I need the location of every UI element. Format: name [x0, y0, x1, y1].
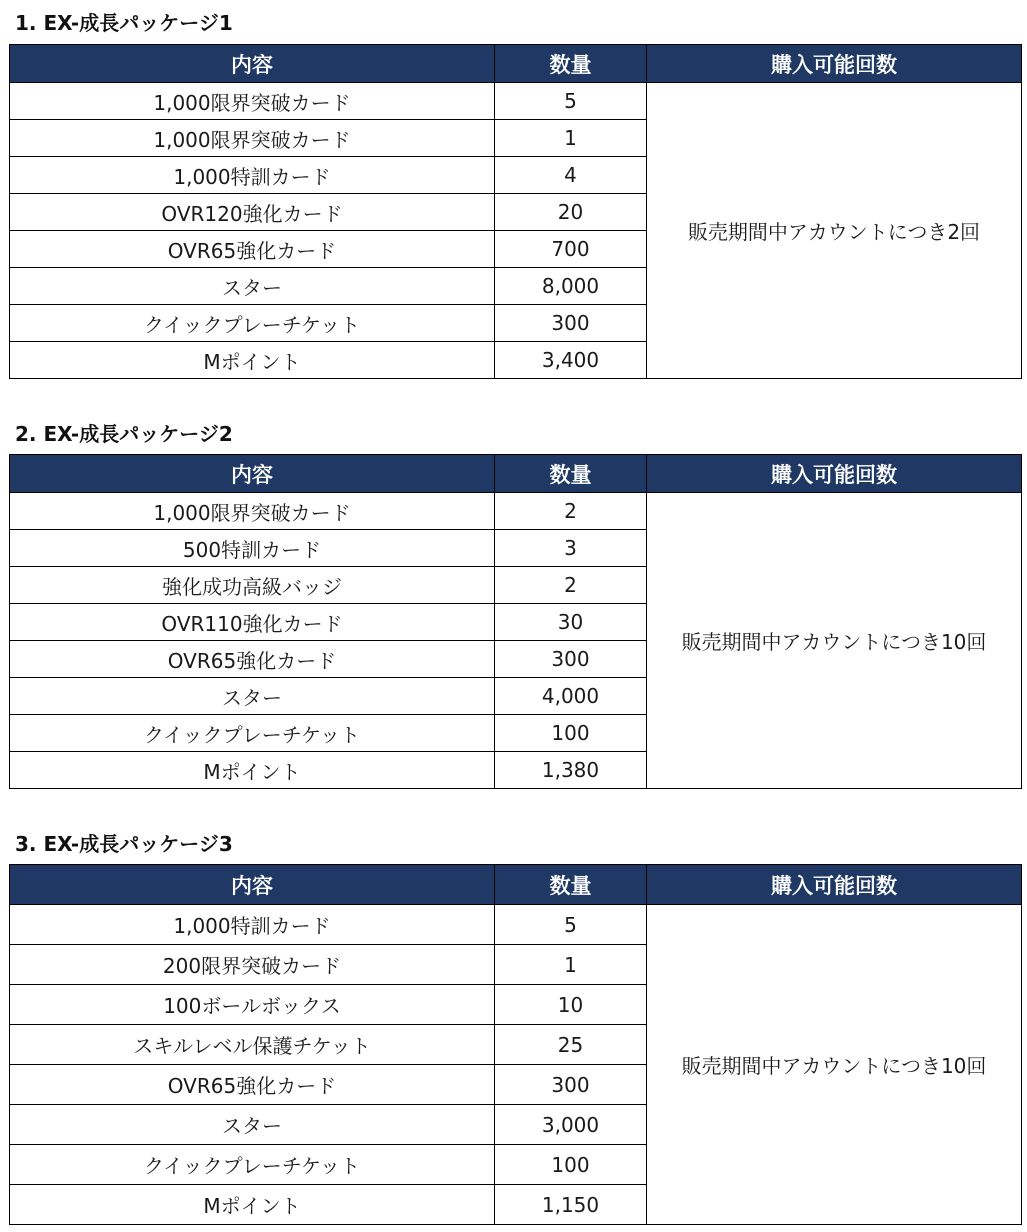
table-row: [10, 83, 1022, 120]
table-header-row: [10, 865, 1022, 905]
package-table: [9, 454, 1022, 789]
table-row: [10, 493, 1022, 530]
table-header-row: [10, 45, 1022, 83]
purchase-limit: 販売期間中アカウントにつき10回: [647, 905, 1022, 1225]
purchase-limit: 販売期間中アカウントにつき2回: [647, 83, 1022, 379]
header-content: 内容: [10, 45, 495, 83]
item-name: 1,000特訓カード: [10, 905, 495, 945]
item-name: スター: [10, 268, 495, 305]
header-quantity: 数量: [495, 45, 647, 83]
item-name: 100ボールボックス: [10, 985, 495, 1025]
item-quantity: 700: [495, 231, 647, 268]
item-name: 1,000限界突破カード: [10, 120, 495, 157]
item-quantity: 300: [495, 1065, 647, 1105]
item-name: OVR110強化カード: [10, 604, 495, 641]
item-quantity: 25: [495, 1025, 647, 1065]
item-quantity: 2: [495, 567, 647, 604]
header-limit: 購入可能回数: [647, 45, 1022, 83]
item-name: クイックプレーチケット: [10, 1145, 495, 1185]
item-name: スキルレベル保護チケット: [10, 1025, 495, 1065]
table-row: [10, 905, 1022, 945]
header-quantity: 数量: [495, 865, 647, 905]
item-name: OVR65強化カード: [10, 1065, 495, 1105]
table-header-row: [10, 455, 1022, 493]
header-limit: 購入可能回数: [647, 455, 1022, 493]
item-quantity: 8,000: [495, 268, 647, 305]
item-name: クイックプレーチケット: [10, 305, 495, 342]
item-quantity: 3: [495, 530, 647, 567]
item-name: スター: [10, 678, 495, 715]
item-name: 500特訓カード: [10, 530, 495, 567]
item-quantity: 5: [495, 905, 647, 945]
header-limit: 購入可能回数: [647, 865, 1022, 905]
item-quantity: 20: [495, 194, 647, 231]
package-table: [9, 44, 1022, 379]
item-name: OVR65強化カード: [10, 641, 495, 678]
item-quantity: 100: [495, 1145, 647, 1185]
item-name: 1,000特訓カード: [10, 157, 495, 194]
package-table: [9, 864, 1022, 1225]
item-name: Mポイント: [10, 342, 495, 379]
item-name: OVR120強化カード: [10, 194, 495, 231]
item-quantity: 1: [495, 120, 647, 157]
item-name: Mポイント: [10, 752, 495, 789]
item-quantity: 1: [495, 945, 647, 985]
header-content: 内容: [10, 865, 495, 905]
item-name: 1,000限界突破カード: [10, 493, 495, 530]
item-quantity: 5: [495, 83, 647, 120]
item-quantity: 4: [495, 157, 647, 194]
item-name: OVR65強化カード: [10, 231, 495, 268]
package-title: 2. EX-成長パッケージ2: [15, 422, 233, 446]
item-quantity: 10: [495, 985, 647, 1025]
item-quantity: 300: [495, 641, 647, 678]
purchase-limit: 販売期間中アカウントにつき10回: [647, 493, 1022, 789]
header-quantity: 数量: [495, 455, 647, 493]
item-quantity: 1,150: [495, 1185, 647, 1225]
item-name: 強化成功高級バッジ: [10, 567, 495, 604]
item-quantity: 300: [495, 305, 647, 342]
header-content: 内容: [10, 455, 495, 493]
item-quantity: 100: [495, 715, 647, 752]
item-name: スター: [10, 1105, 495, 1145]
item-quantity: 2: [495, 493, 647, 530]
item-name: 200限界突破カード: [10, 945, 495, 985]
item-quantity: 30: [495, 604, 647, 641]
item-quantity: 3,400: [495, 342, 647, 379]
item-quantity: 1,380: [495, 752, 647, 789]
item-name: クイックプレーチケット: [10, 715, 495, 752]
item-quantity: 4,000: [495, 678, 647, 715]
item-quantity: 3,000: [495, 1105, 647, 1145]
package-title: 1. EX-成長パッケージ1: [15, 11, 233, 35]
item-name: Mポイント: [10, 1185, 495, 1225]
item-name: 1,000限界突破カード: [10, 83, 495, 120]
package-title: 3. EX-成長パッケージ3: [15, 832, 233, 856]
